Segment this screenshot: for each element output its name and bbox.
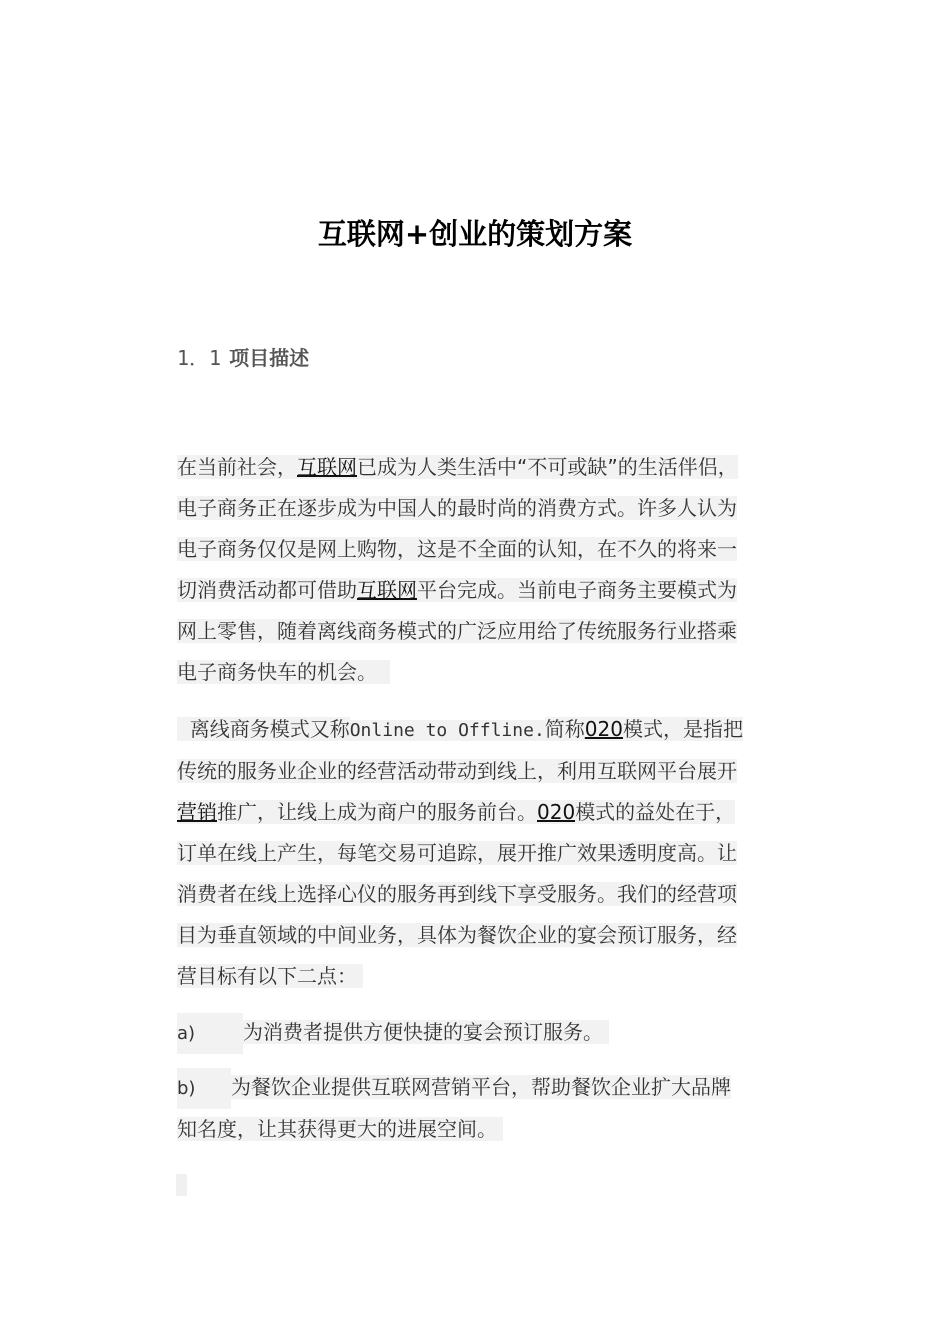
internet-link[interactable]: 互联网 xyxy=(297,455,357,479)
paragraph-text: 电子商务快车的机会。 xyxy=(177,660,377,684)
paragraph-text: 电子商务正在逐步成为中国人的最时尚的消费方式。许多人认为 xyxy=(177,496,737,520)
paragraph-text: 简称 xyxy=(544,717,585,741)
section-heading-text: 项目描述 xyxy=(229,346,310,370)
paragraph-text: 目为垂直领域的中间业务，具体为餐饮企业的宴会预订服务，经 xyxy=(177,923,737,947)
list-item-text: 为消费者提供方便快捷的宴会预订服务。 xyxy=(243,1020,603,1044)
section-number: 1．1 xyxy=(177,346,222,370)
o2o-link[interactable]: 020 xyxy=(537,800,576,824)
paragraph-text: 营目标有以下二点： xyxy=(177,964,357,988)
paragraph-text: 电子商务仅仅是网上购物，这是不全面的认知，在不久的将来一 xyxy=(177,537,737,561)
paragraph-text: 传统的服务业企业的经营活动带动到线上，利用互联网平台展开 xyxy=(177,759,737,783)
list-marker: a) xyxy=(177,1013,243,1054)
empty-paragraph-mark xyxy=(176,1174,187,1196)
list-item xyxy=(177,1067,817,1150)
paragraph-text: 推广，让线上成为商户的服务前台。 xyxy=(217,800,537,824)
paragraph-text: 离线商务模式又称 xyxy=(189,717,350,741)
list-item xyxy=(177,1012,817,1054)
paragraph-o2o xyxy=(177,709,817,997)
paragraph-text: 订单在线上产生，每笔交易可追踪，展开推广效果透明度高。让 xyxy=(177,841,737,865)
paragraph-text: 网上零售，随着离线商务模式的广泛应用给了传统服务行业搭乘 xyxy=(177,619,737,643)
paragraph-text: 模式，是指把 xyxy=(622,717,743,741)
document-title: 互联网+创业的策划方案 xyxy=(317,217,633,251)
paragraph-text: 平台完成。当前电子商务主要模式为 xyxy=(417,578,737,602)
paragraph-text: 模式的益处在于， xyxy=(575,800,736,824)
paragraph-intro xyxy=(177,447,817,693)
o2o-link[interactable]: 020 xyxy=(584,717,623,741)
section-heading xyxy=(177,343,309,373)
paragraph-text: 消费者在线上选择心仪的服务再到线下享受服务。我们的经营项 xyxy=(177,882,737,906)
internet-link[interactable]: 互联网 xyxy=(357,578,417,602)
english-term: Online to Offline. xyxy=(349,720,545,741)
paragraph-text: 切消费活动都可借助 xyxy=(177,578,357,602)
paragraph-text: 已成为人类生活中“不可或缺”的生活伴侣， xyxy=(357,455,738,479)
list-item-text: 知名度，让其获得更大的进展空间。 xyxy=(177,1117,497,1141)
list-item-text: 为餐饮企业提供互联网营销平台，帮助餐饮企业扩大品牌 xyxy=(231,1075,731,1099)
paragraph-text: 在当前社会， xyxy=(177,455,297,479)
list-marker: b) xyxy=(177,1068,231,1109)
marketing-link[interactable]: 营销 xyxy=(177,800,217,824)
